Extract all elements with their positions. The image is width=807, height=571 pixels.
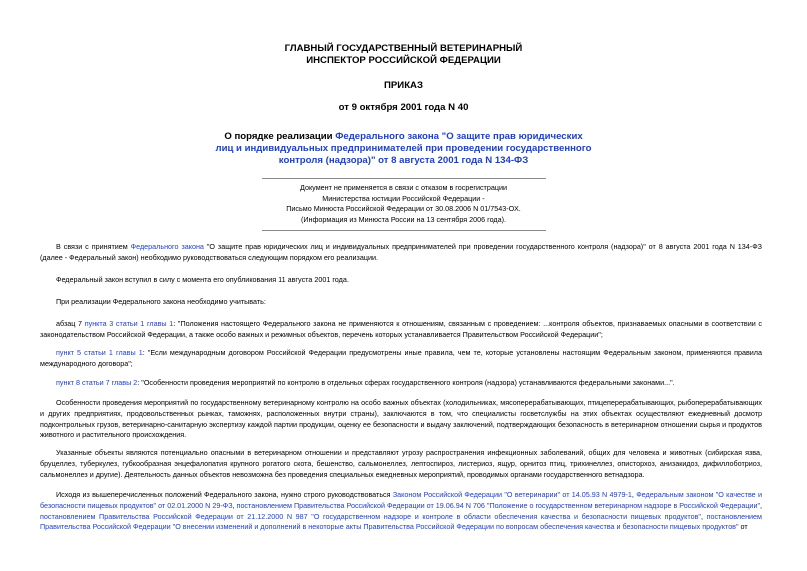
p9-food-safety-law-link[interactable]: Федеральным законом "О качестве и безопасности пищевых продуктов" от 02.01.2000 N 29-ФЗ bbox=[40, 490, 762, 510]
p1-pre: В связи с принятием bbox=[56, 242, 131, 251]
p9-tail: от bbox=[738, 522, 748, 532]
title-prefix: О порядке реализации bbox=[224, 131, 336, 142]
paragraph-introduction bbox=[40, 242, 762, 264]
document-type: ПРИКАЗ bbox=[384, 80, 423, 91]
p1-mid: "О защите прав юридических лиц и индивидуальных предпринимателей при проведении государственного контроля (надзора)" от 8 августа 2001 года N 134-ФЗ bbox=[203, 242, 762, 251]
p5-clause-link[interactable]: пункт 5 статьи 1 главы 1 bbox=[56, 348, 143, 357]
issuer-line-2: ИНСПЕКТОР РОССИЙСКОЙ ФЕДЕРАЦИИ bbox=[306, 55, 501, 66]
title-law-link[interactable]: Федерального закона "О защите прав юридических лиц и индивидуальных предпринимателей при проведении государственного контроля (надзора)" от 8 августа 2001 года N 134-ФЗ bbox=[215, 131, 592, 166]
p6-post: : "Особенности проведения мероприятий по контролю в отдельных сферах государственного контроля (надзора) устанавливаются федеральными законами...". bbox=[137, 378, 675, 387]
p5-post: : "Если международным договором Российской Федерации предусмотрены иные правила, чем те, которые установлены настоящим Федеральным законом, применяются правила международного договора"; bbox=[40, 348, 762, 368]
issuer-line-1: ГЛАВНЫЙ ГОСУДАРСТВЕННЫЙ ВЕТЕРИНАРНЫЙ bbox=[284, 43, 523, 54]
paragraph-article-1-clause-3 bbox=[40, 319, 762, 341]
p4-pre: абзац 7 bbox=[56, 319, 85, 328]
notice-bottom-divider bbox=[262, 230, 546, 231]
registration-notice bbox=[0, 183, 807, 225]
p1-post: (далее - Федеральный закон) необходимо руководствоваться следующим порядком его реализации. bbox=[40, 252, 378, 262]
p9-sep-1: , bbox=[631, 490, 637, 499]
notice-line-4: (Информация из Минюста России на 13 сентября 2006 года). bbox=[300, 214, 507, 224]
p9-veterinary-law-link[interactable]: Законом Российской Федерации "О ветеринарии" от 14.05.93 N 4979-1 bbox=[392, 490, 632, 499]
paragraph-guidance bbox=[40, 490, 762, 533]
paragraph-dangerous-objects: Указанные объекты являются потенциально опасными в ветеринарном отношении и представляют угрозу распространения инфекционных заболеваний, общих для человека и животных (сибирская язва, бруцеллез, туберкулез, губкообразная энцефалопатия крупного рогатого скота, бешенство, сальмонеллез, лептоспироз, листериоз, ящур, орнитоз птиц, трихинеллез, описторхоз, анизакидоз, дифиллоботриоз, сальмонеллез и другие). Деятельность данных объектов невозможна без проведения специальных ежедневных мероприятий, проводимых органами государственного ветнадзора. bbox=[40, 448, 762, 479]
document-title bbox=[215, 131, 592, 167]
notice-line-1: Документ не применяется в связи с отказом в госрегистрации bbox=[300, 183, 507, 192]
p9-pre: Исходя из вышеперечисленных положений Федерального закона, нужно строго руководствоваться bbox=[56, 490, 393, 499]
paragraph-consider: При реализации Федерального закона необходимо учитывать: bbox=[56, 297, 266, 306]
document-date-number: от 9 октября 2001 года N 40 bbox=[338, 102, 469, 113]
p1-federal-law-link[interactable]: Федерального закона bbox=[130, 242, 204, 251]
notice-top-divider bbox=[262, 178, 546, 179]
notice-line-2: Министерства юстиции Российской Федерации - bbox=[322, 193, 485, 203]
p6-clause-link[interactable]: пункт 8 статьи 7 главы 2 bbox=[56, 378, 138, 387]
paragraph-entry-into-force: Федеральный закон вступил в силу с момента его опубликования 11 августа 2001 года. bbox=[56, 275, 349, 284]
p9-sep-4: , bbox=[700, 511, 707, 521]
p9-sep-2: , bbox=[232, 500, 237, 510]
p4-clause-link[interactable]: пункта 3 статьи 1 главы 1 bbox=[84, 319, 174, 328]
paragraph-special-objects: Особенности проведения мероприятий по государственному ветеринарному контролю на особо важных объектах (холодильниках, мясоперерабатывающих, птицеперерабатывающих, рыбоперерабатывающих и других предприятиях, продовольственных рынках, таможнях, расположенных внутри страны), заключаются в том, что специалисты госветслужбы на этих объектах осуществляют ежедневный досмотр подконтрольных грузов, ветеринарно-санитарную экспертизу каждой партии продукции, оценку ее безопасности и выдачу заключений, подтверждающих безопасность в ветеринарном отношении сырья и продуктов животного и растительного происхождения. bbox=[40, 398, 762, 440]
p9-resolution-987-link[interactable]: постановлением Правительства Российской Федерации от 21.12.2000 N 987 "О государственном надзоре и контроле в области обеспечения качества и безопасности пищевых продуктов" bbox=[40, 511, 701, 521]
p9-sep-3: , bbox=[760, 500, 763, 510]
notice-line-3: Письмо Минюста Российской Федерации от 30.08.2006 N 01/7543-ОХ. bbox=[286, 204, 521, 213]
paragraph-article-1-clause-5 bbox=[40, 348, 762, 370]
p4-post: : "Положения настоящего Федерального закона не применяются к отношениям, связанным с проведением: ...контроля объектов, признаваемых опасными в соответствии с законодательством Российской Федерации, а также особо важных и режимных объектов, перечень которых устанавливается Правительством Российской Федерации"; bbox=[40, 319, 762, 339]
p9-resolution-706-link[interactable]: постановлением Правительства Российской Федерации от 19.06.94 N 706 "Положение о государственном ветеринарном надзоре в Российской Федерации" bbox=[236, 500, 761, 510]
p9-amendments-resolution-link[interactable]: постановлением Правительства Российской Федерации "О внесении изменений и дополнений в некоторые акты Правительства Российской Федерации по вопросам обеспечения качества и безопасности пищевых продуктов" bbox=[40, 511, 762, 532]
paragraph-article-7-clause-8 bbox=[40, 378, 762, 389]
